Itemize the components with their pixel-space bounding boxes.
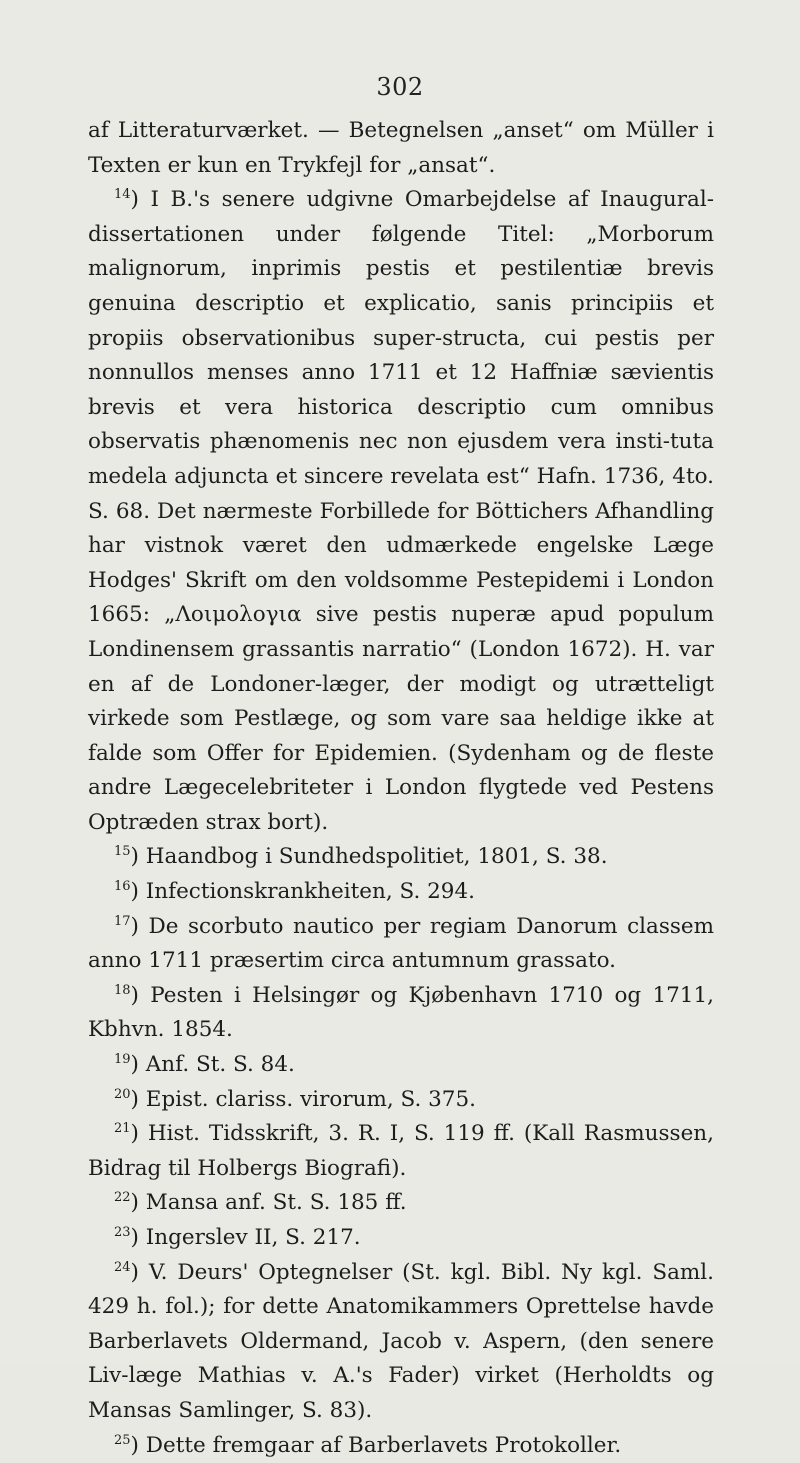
- footnote-text: ) Infectionskrankheiten, S. 294.: [130, 879, 475, 905]
- footnote-marker: 17: [114, 913, 131, 929]
- footnote-text: ) Haandbog i Sundhedspolitiet, 1801, S. 38.: [130, 844, 608, 870]
- paragraph-text: af Litteraturværket. — Betegnelsen „anset“ om Müller i Texten er kun en Trykfejl for „ansat“.: [88, 118, 714, 178]
- footnote-text: ) V. Deurs' Optegnelser (St. kgl. Bibl. Ny kgl. Saml. 429 h. fol.); for dette Anatomikammers Oprettelse havde Barberlavets Oldermand, Jacob v. Aspern, (den senere Liv-læge Mathias v. A.'s Fader) virket (Herholdts og Mansas Samlinger, S. 83).: [88, 1259, 714, 1423]
- page-number: 302: [376, 73, 424, 101]
- footnote-marker: 14: [114, 187, 131, 203]
- footnote-marker: 15: [114, 844, 131, 860]
- footnote-14: [88, 183, 714, 840]
- footnote-marker: 25: [114, 1432, 131, 1448]
- footnote-text: ) Anf. St. S. 84.: [130, 1052, 295, 1078]
- footnote-18: [88, 979, 714, 1048]
- footnote-15: [88, 840, 714, 875]
- footnotes-text: [88, 114, 714, 1463]
- footnote-marker: 24: [114, 1259, 131, 1275]
- paragraph-continuation: [88, 114, 714, 183]
- footnote-marker: 22: [114, 1190, 131, 1206]
- footnote-marker: 21: [114, 1121, 131, 1137]
- footnote-23: [88, 1221, 714, 1256]
- footnote-marker: 20: [114, 1086, 131, 1102]
- footnote-marker: 16: [114, 879, 131, 895]
- footnote-25: [88, 1429, 714, 1463]
- footnote-20: [88, 1083, 714, 1118]
- footnote-text: ) I B.'s senere udgivne Omarbejdelse af Inaugural-dissertationen under følgende Titel: „Morborum malignorum, inprimis pestis et pestilentiæ brevis genuina descriptio et explicatio, sanis principiis et propiis observationibus super-structa, cui pestis per nonnullos menses anno 1711 et 12 Haffniæ sævientis brevis et vera historica descriptio cum omnibus observatis phænomenis nec non ejusdem vera insti-tuta medela adjuncta et sincere revelata est“ Hafn. 1736, 4to. S. 68. Det nærmeste Forbillede for Böttichers Afhandling har vistnok været den udmærkede engelske Læge Hodges' Skrift om den voldsomme Pestepidemi i London 1665: „Λοιμολογια sive pestis nuperæ apud populum Londinensem grassantis narratio“ (London 1672). H. var en af de Londoner-læger, der modigt og utrætteligt virkede som Pestlæge, og som vare saa heldige ikke at falde som Offer for Epidemien. (Sydenham og de fleste andre Lægecelebriteter i London flygtede ved Pestens Optræden strax bort).: [88, 187, 714, 835]
- footnote-text: ) Ingerslev II, S. 217.: [130, 1225, 361, 1250]
- footnote-24: [88, 1256, 714, 1429]
- footnote-text: ) Pesten i Helsingør og Kjøbenhavn 1710 og 1711, Kbhvn. 1854.: [88, 982, 714, 1043]
- footnote-marker: 23: [114, 1225, 131, 1240]
- footnote-marker: 18: [114, 982, 131, 998]
- footnote-text: ) De scorbuto nautico per regiam Danorum classem anno 1711 præsertim circa antumnum grassato.: [88, 913, 714, 974]
- footnote-text: ) Hist. Tidsskrift, 3. R. I, S. 119 ff. (Kall Rasmussen, Bidrag til Holbergs Biografi).: [88, 1121, 714, 1181]
- footnote-text: ) Epist. clariss. virorum, S. 375.: [130, 1086, 476, 1112]
- footnote-22: [88, 1186, 714, 1221]
- footnote-text: ) Dette fremgaar af Barberlavets Protokoller.: [130, 1432, 622, 1458]
- footnote-21: [88, 1117, 714, 1186]
- footnote-text: ) Mansa anf. St. S. 185 ff.: [130, 1190, 407, 1216]
- footnote-16: [88, 875, 714, 910]
- footnote-marker: 19: [114, 1052, 131, 1068]
- footnote-17: [88, 910, 714, 979]
- footnote-19: [88, 1048, 714, 1083]
